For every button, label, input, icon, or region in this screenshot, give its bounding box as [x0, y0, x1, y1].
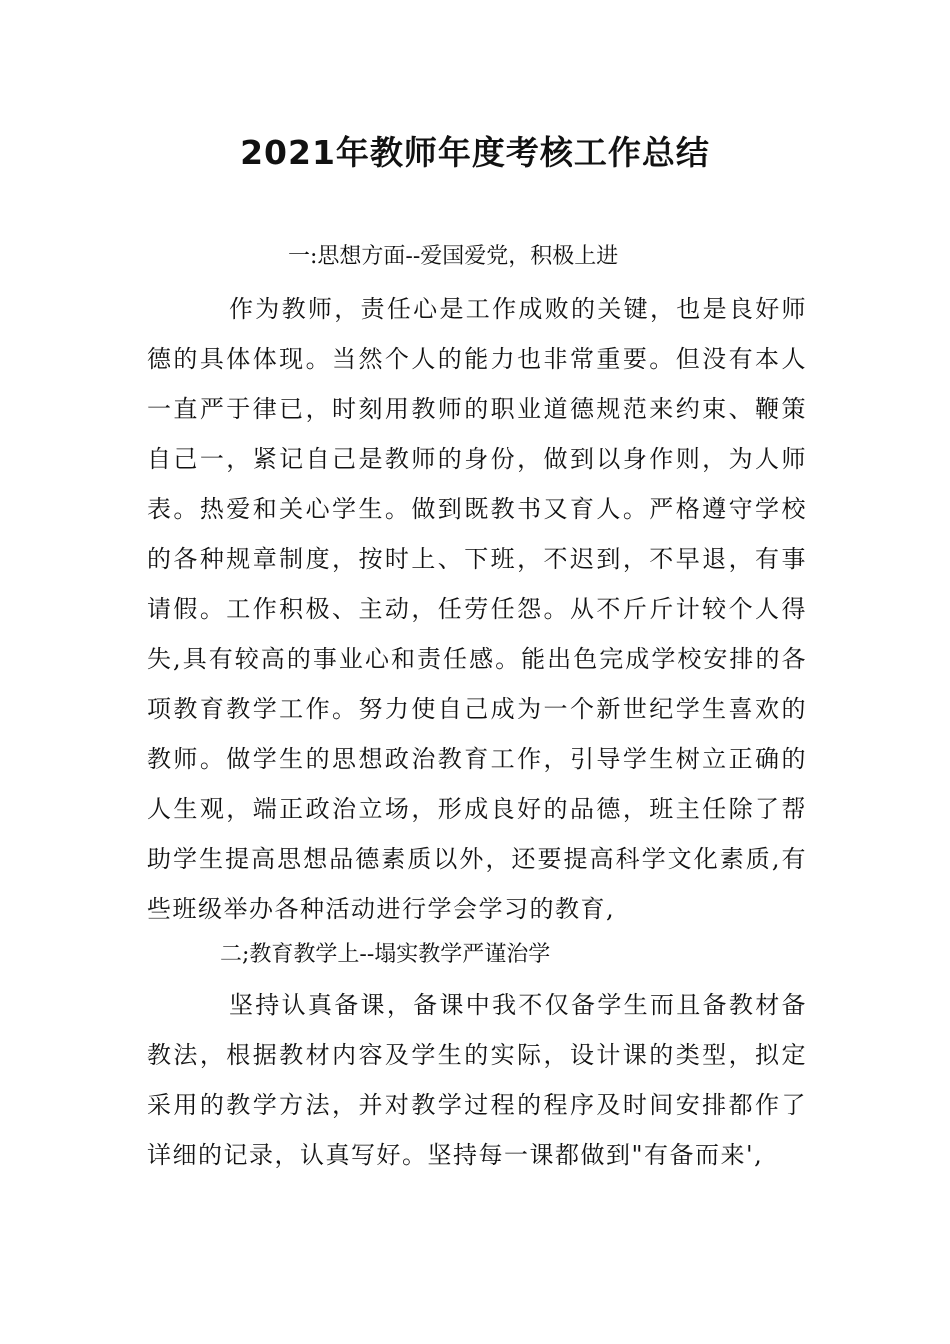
section-body-1: 作为教师，责任心是工作成败的关键，也是良好师德的具体体现。当然个人的能力也非常重要。但没有本人一直严于律已，时刻用教师的职业道德规范来约束、鞭策自己一，紧记自己是教师的身份，做到以身作则，为人师表。热爱和关心学生。做到既教书又育人。严格遵守学校的各种规章制度，按时上、下班，不迟到，不早退，有事请假。工作积极、主动，任劳任怨。从不斤斤计较个人得失,具有较高的事业心和责任感。能出色完成学校安排的各项教育教学工作。努力使自己成为一个新世纪学生喜欢的教师。做学生的思想政治教育工作，引导学生树立正确的人生观，端正政治立场，形成良好的品德，班主任除了帮助学生提高思想品德素质以外，还要提高科学文化素质,有些班级举办各种活动进行学会学习的教育,	[147, 295, 807, 923]
document-title: 2021年教师年度考核工作总结	[240, 133, 710, 172]
section-heading-1: 一:思想方面--爱国爱党，积极上进	[288, 244, 619, 269]
section-body-2: 坚持认真备课，备课中我不仅备学生而且备教材备教法，根据教材内容及学生的实际，设计课的类型，拟定采用的教学方法，并对教学过程的程序及时间安排都作了详细的记录，认真写好。坚持每一课都做到"有备而来',	[147, 991, 807, 1169]
section-heading-2: 二;教育教学上--塌实教学严谨治学	[220, 942, 551, 967]
